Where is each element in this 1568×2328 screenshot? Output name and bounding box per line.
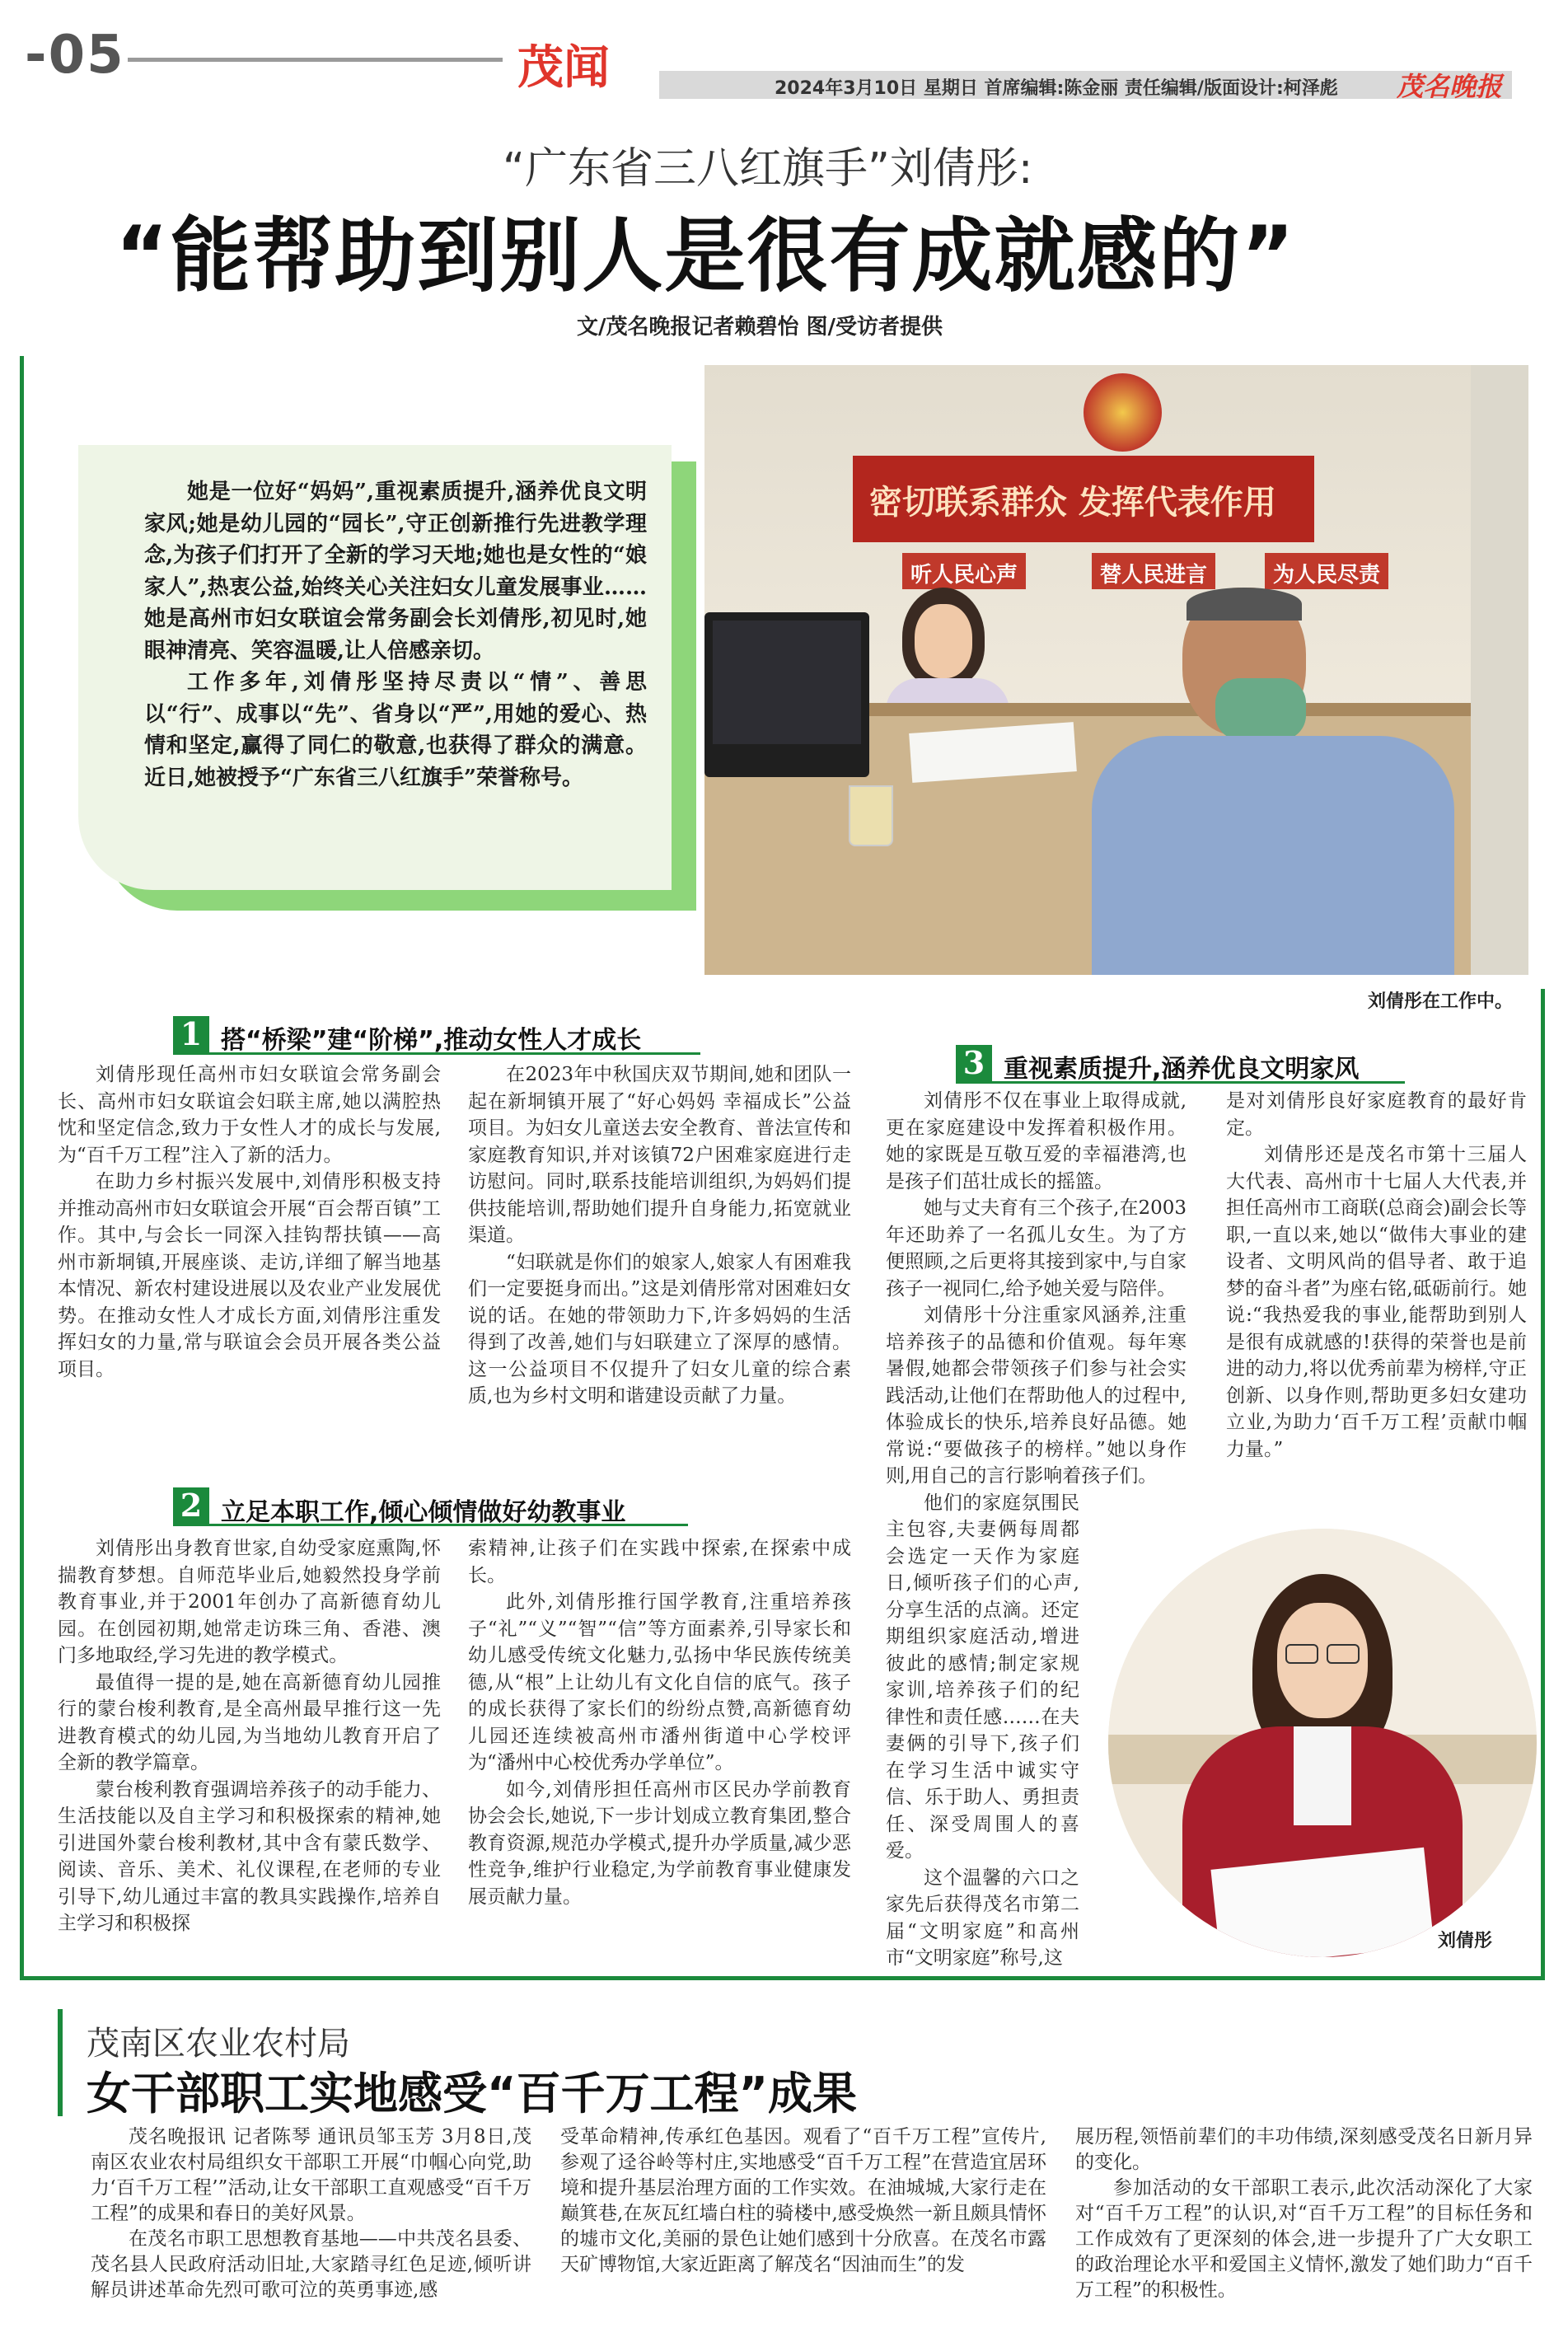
- portrait-caption: 刘倩彤: [1438, 1931, 1493, 1951]
- newspaper-logo: 茂名晚报: [1397, 71, 1503, 102]
- article-headline: “能帮助到别人是很有成就感的”: [115, 209, 1296, 303]
- section2-column-b: [468, 1535, 851, 1910]
- body-paragraph: 刘倩彤还是茂名市第十三届人大代表、高州市十七届人大代表,并担任高州市工商联(总商会)副会长等职,一直以来,她以“做伟大事业的建设者、文明风尚的倡导者、敢于追梦的奋斗者”为座右铭,砥砺前行。她说:“我热爱我的事业,能帮助到别人是很有成就感的!获得的荣誉也是前进的动力,将以优秀前辈为榜样,守正创新、以身作则,帮助更多妇女建功立业,为助力‘百千万工程’贡献巾帼力量。”: [1226, 1144, 1527, 1460]
- body-paragraph: 蒙台梭利教育强调培养孩子的动手能力、生活技能以及自主学习和积极探索的精神,她引进国外蒙台梭利教材,其中含有蒙氏数学、阅读、音乐、美术、礼仪课程,在老师的专业引导下,幼儿通过丰富的教具实践操作,培养自主学习和积极探: [58, 1778, 441, 1934]
- section1-column-a: [58, 1061, 441, 1383]
- section1-column-b: [468, 1061, 851, 1410]
- section-title: 搭“桥梁”建“阶梯”,推动女性人才成长: [221, 1026, 642, 1055]
- body-paragraph: 如今,刘倩彤担任高州市区民办学前教育协会会长,她说,下一步计划成立教育集团,整合教育资源,规范办学模式,提升办学质量,减少恶性竞争,维护行业稳定,为学前教育事业健康发展贡献力量。: [468, 1778, 851, 1908]
- article-kicker: “广东省三八红旗手”刘倩彤:: [503, 144, 1033, 194]
- news2-column-a: [91, 2124, 531, 2303]
- green-rule-bottom: [20, 1976, 1545, 1980]
- slogan-text: 为人民尽责: [1272, 563, 1380, 588]
- section-number: 2: [173, 1487, 209, 1524]
- intro-paragraph: 工作多年,刘倩彤坚持尽责以“情”、善思以“行”、成事以“先”、省身以“严”,用她的爱心、热情和坚定,赢得了同仁的敬意,也获得了群众的满意。近日,她被授予“广东省三八红旗手”荣誉称号。: [144, 670, 647, 790]
- body-paragraph: 他们的家庭氛围民主包容,夫妻俩每周都会选定一天作为家庭日,倾听孩子们的心声,分享生活的点滴。还定期组织家庭活动,增进彼此的感情;制定家规家训,培养孩子们的纪律性和责任感……在夫妻俩的引导下,孩子们在学习生活中诚实守信、乐于助人、勇担责任、深受周围人的喜爱。: [886, 1492, 1079, 1862]
- green-rule-left: [20, 356, 24, 1979]
- section2-column-a: [58, 1535, 441, 1937]
- body-paragraph: 刘倩彤出身教育世家,自幼受家庭熏陶,怀揣教育梦想。自师范毕业后,她毅然投身学前教育事业,并于2001年创办了高新德育幼儿园。在创园初期,她常走访珠三角、香港、澳门多地取经,学习先进的教学模式。: [58, 1538, 441, 1666]
- intro-box: [78, 445, 672, 890]
- intro-paragraph: 她是一位好“妈妈”,重视素质提升,涵养优良文明家风;她是幼儿园的“园长”,守正创新推行先进教学理念,为孩子们打开了全新的学习天地;她也是女性的“娘家人”,热衷公益,始终关心关注妇女儿童发展事业……她是高州市妇女联谊会常务副会长刘倩彤,初见时,她眼神清亮、笑容温暖,让人倍感亲切。: [144, 480, 647, 663]
- news2-column-c: [1075, 2124, 1533, 2303]
- photo-office-meeting: [704, 365, 1528, 975]
- body-paragraph: 受革命精神,传承红色基因。观看了“百千万工程”宣传片,参观了迳谷岭等村庄,实地感受“百千万工程”在营造宜居环境和提升基层治理方面的工作实效。在油城城,大家行走在巅箕巷,在灰瓦红墙白柱的骑楼中,感受焕然一新且颇具情怀的墟市文化,美丽的景色让她们感到十分欣喜。在茂名市露天矿博物馆,大家近距离了解茂名“因油而生”的发: [560, 2126, 1046, 2275]
- body-paragraph: 在茂名市职工思想教育基地——中共茂名县委、茂名县人民政府活动旧址,大家踏寻红色足迹,倾听讲解员讲述革命先烈可歌可泣的英勇事迹,感: [91, 2228, 531, 2301]
- section-title: 立足本职工作,倾心倾情做好幼教事业: [221, 1498, 626, 1527]
- body-paragraph: “妇联就是你们的娘家人,娘家人有困难我们一定要挺身而出。”这是刘倩彤常对困难妇女说的话。在她的带领助力下,许多妈妈的生活得到了改善,她们与妇联建立了深厚的感情。这一公益项目不仅提升了妇女儿童的综合素质,也为乡村文明和谐建设贡献了力量。: [468, 1251, 851, 1407]
- body-paragraph: 茂名晚报讯 记者陈琴 通讯员邹玉芳 3月8日,茂南区农业农村局组织女干部职工开展“巾帼心向党,助力‘百千万工程’”活动,让女干部职工直观感受“百千万工程”的成果和春日的美好风景。: [91, 2126, 531, 2224]
- header-rule: [128, 58, 503, 62]
- body-paragraph: 她与丈夫育有三个孩子,在2003年还助养了一名孤儿女生。为了方便照顾,之后更将其接到家中,与自家孩子一视同仁,给予她关爱与陪伴。: [886, 1197, 1187, 1300]
- section-title: 重视素质提升,涵养优良文明家风: [1004, 1055, 1360, 1084]
- slogan-text: 替人民进言: [1099, 563, 1207, 588]
- article-byline: 文/茂名晚报记者赖碧怡 图/受访者提供: [577, 315, 943, 340]
- man-figure: [1092, 588, 1454, 975]
- news2-column-b: [560, 2124, 1046, 2278]
- section-number: 1: [173, 1016, 209, 1052]
- portrait-photo: [1108, 1529, 1537, 1957]
- water-cup: [849, 785, 893, 846]
- wall-banner-text: 密切联系群众 发挥代表作用: [869, 483, 1276, 522]
- news2-headline: 女干部职工实地感受“百千万工程”成果: [87, 2068, 857, 2120]
- emblem-icon: [1084, 373, 1162, 452]
- body-paragraph: 索精神,让孩子们在实践中探索,在探索中成长。: [468, 1538, 851, 1586]
- body-paragraph: 这个温馨的六口之家先后获得茂名市第二届“文明家庭”和高州市“文明家庭”称号,这: [886, 1867, 1079, 1969]
- section-number: 3: [956, 1045, 992, 1081]
- body-paragraph: 参加活动的女干部职工表示,此次活动深化了大家对“百千万工程”的认识,对“百千万工程”的目标任务和工作成效有了更深刻的体会,进一步提升了广大女职工的政治理论水平和爱国主义情怀,激发了她们助力“百千万工程”的积极性。: [1075, 2177, 1533, 2301]
- dateline: 2024年3月10日 星期日 首席编辑:陈金丽 责任编辑/版面设计:柯泽彪: [775, 78, 1338, 99]
- body-paragraph: 展历程,领悟前辈们的丰功伟绩,深刻感受茂名日新月异的变化。: [1075, 2126, 1533, 2173]
- news2-kicker: 茂南区农业农村局: [87, 2025, 350, 2063]
- news2-accent-bar: [58, 2009, 63, 2116]
- green-rule-right: [1541, 989, 1545, 1980]
- body-paragraph: 最值得一提的是,她在高新德育幼儿园推行的蒙台梭利教育,是全高州最早推行这一先进教育模式的幼儿园,为当地幼儿教育开启了全新的教学篇章。: [58, 1671, 441, 1773]
- section3-column-b: [1226, 1088, 1527, 1463]
- body-paragraph: 是对刘倩彤良好家庭教育的最好肯定。: [1226, 1090, 1527, 1139]
- body-paragraph: 在2023年中秋国庆双节期间,她和团队一起在新垌镇开展了“好心妈妈 幸福成长”公益项目。为妇女儿童送去安全教育、普法宣传和家庭教育知识,并对该镇72户困难家庭进行走访慰问。同时,联系技能培训组织,为妈妈们提供技能培训,帮助她们提升自身能力,拓宽就业渠道。: [468, 1064, 851, 1246]
- body-paragraph: 刘倩彤十分注重家风涵养,注重培养孩子的品德和价值观。每年寒暑假,她都会带领孩子们参与社会实践活动,让他们在帮助他人的过程中,体验成长的快乐,培养良好品德。她常说:“要做孩子的榜样。”她以身作则,用自己的言行影响着孩子们。: [886, 1305, 1187, 1487]
- body-paragraph: 刘倩彤现任高州市妇女联谊会常务副会长、高州市妇女联谊会妇联主席,她以满腔热忱和坚定信念,致力于女性人才的成长与发展,为“百千万工程”注入了新的活力。: [58, 1064, 441, 1166]
- page-number: -05: [25, 25, 125, 86]
- body-paragraph: 刘倩彤不仅在事业上取得成就,更在家庭建设中发挥着积极作用。她的家既是互敬互爱的幸福港湾,也是孩子们茁壮成长的摇篮。: [886, 1090, 1187, 1192]
- intro-text: [144, 476, 647, 794]
- body-paragraph: 此外,刘倩彤推行国学教育,注重培养孩子“礼”“义”“智”“信”等方面素养,引导家长和幼儿感受传统文化魅力,弘扬中华民族传统美德,从“根”上让幼儿有文化自信的底气。孩子的成长获得了家长们的纷纷点赞,高新德育幼儿园还连续被高州市潘州街道中心学校评为“潘州中心校优秀办学单位”。: [468, 1591, 851, 1773]
- slogan-text: 听人民心声: [910, 563, 1018, 588]
- photo1-caption: 刘倩彤在工作中。: [1368, 991, 1514, 1012]
- section-label: 茂闻: [517, 40, 610, 95]
- body-paragraph: 在助力乡村振兴发展中,刘倩彤积极支持并推动高州市妇女联谊会开展“百会帮百镇”工作。其中,与会长一同深入挂钩帮扶镇——高州市新垌镇,开展座谈、走访,详细了解当地基本情况、新农村建设进展以及农业产业发展优势。在推动女性人才成长方面,刘倩彤注重发挥妇女的力量,常与联谊会会员开展各类公益项目。: [58, 1171, 441, 1380]
